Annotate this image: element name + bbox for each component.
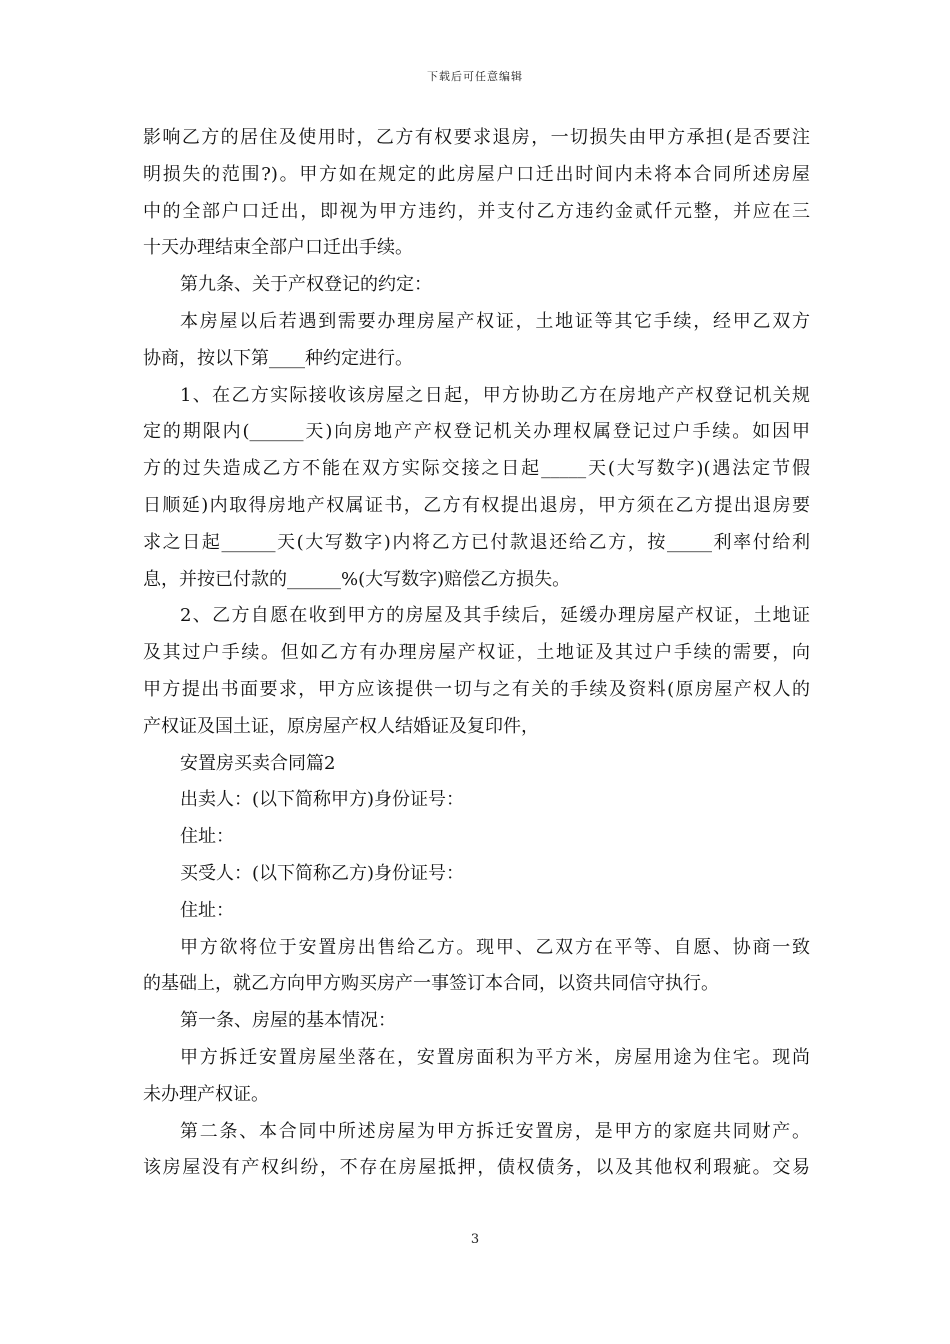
text-line: 第一条、房屋的基本情况：: [180, 1010, 396, 1032]
text-line: 住址：: [180, 899, 234, 921]
text-line: 明损失的范围?)。甲方如在规定的此房屋户口迁出时间内未将本合同所述房屋: [143, 163, 810, 185]
text-line: 中的全部户口迁出，即视为甲方违约，并支付乙方违约金贰仟元整，并应在三: [143, 200, 810, 222]
text-line: 未办理产权证。: [143, 1083, 269, 1105]
text-line: 及其过户手续。但如乙方有办理房屋产权证，土地证及其过户手续的需要，向: [143, 642, 810, 664]
text-line: 安置房买卖合同篇2: [180, 752, 336, 774]
text-line: 甲方拆迁安置房屋坐落在，安置房面积为平方米，房屋用途为住宅。现尚: [180, 1046, 810, 1068]
text-line: 甲方提出书面要求，甲方应该提供一切与之有关的手续及资料(原房屋产权人的: [143, 678, 810, 700]
text-line: 第九条、关于产权登记的约定：: [180, 274, 432, 296]
text-line: 买受人：(以下简称乙方)身份证号：: [180, 862, 465, 884]
text-line: 出卖人：(以下简称甲方)身份证号：: [180, 789, 465, 811]
text-line: 第二条、本合同中所述房屋为甲方拆迁安置房，是甲方的家庭共同财产。: [180, 1120, 810, 1142]
text-line: 日顺延)内取得房地产权属证书，乙方有权提出退房，甲方须在乙方提出退房要: [143, 494, 810, 516]
page-header: 下载后可任意编辑: [427, 70, 523, 83]
text-line: 影响乙方的居住及使用时，乙方有权要求退房，一切损失由甲方承担(是否要注: [143, 127, 810, 148]
page-number: 3: [470, 1232, 480, 1247]
document-body: [143, 120, 810, 1187]
text-line: 本房屋以后若遇到需要办理房屋产权证，土地证等其它手续，经甲乙双方: [180, 310, 810, 332]
text-line: 息，并按已付款的______%(大写数字)赔偿乙方损失。: [143, 568, 571, 590]
text-line: 2、乙方自愿在收到甲方的房屋及其手续后，延缓办理房屋产权证，土地证: [180, 605, 810, 627]
text-line: 甲方欲将位于安置房出售给乙方。现甲、乙双方在平等、自愿、协商一致: [180, 936, 810, 958]
text-line: 定的期限内(______天)向房地产产权登记机关办理权属登记过户手续。如因甲: [143, 421, 810, 443]
text-line: 协商，按以下第____种约定进行。: [143, 347, 413, 369]
text-line: 住址：: [180, 826, 234, 848]
text-line: 十天办理结束全部户口迁出手续。: [143, 237, 413, 259]
text-line: 产权证及国土证，原房屋产权人结婚证及复印件，: [143, 715, 539, 737]
text-line: 该房屋没有产权纠纷，不存在房屋抵押，债权债务，以及其他权利瑕疵。交易: [143, 1157, 810, 1179]
text-line: 求之日起______天(大写数字)内将乙方已付款退还给乙方，按_____利率付给利: [143, 531, 810, 553]
text-line: 方的过失造成乙方不能在双方实际交接之日起_____天(大写数字)(遇法定节假: [143, 458, 810, 480]
text-line: 1、在乙方实际接收该房屋之日起，甲方协助乙方在房地产产权登记机关规: [180, 384, 810, 406]
text-line: 的基础上，就乙方向甲方购买房产一事签订本合同，以资共同信守执行。: [143, 973, 719, 995]
